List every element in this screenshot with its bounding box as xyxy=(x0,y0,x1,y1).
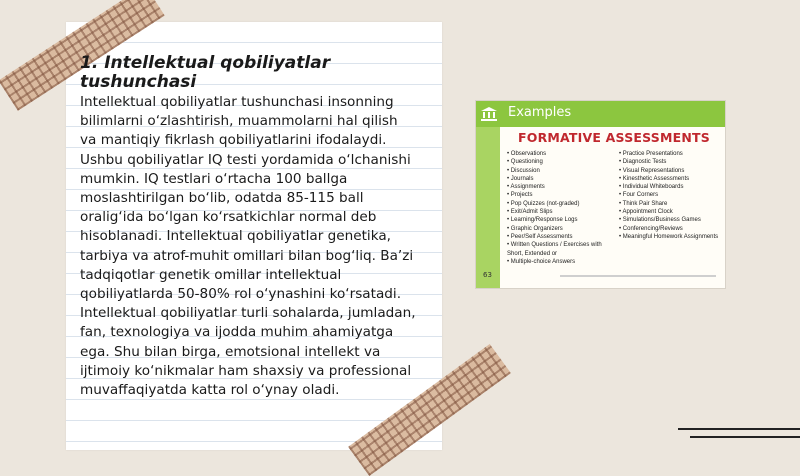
assessment-item: • Journals xyxy=(507,175,607,183)
assessment-item: • Practice Presentations xyxy=(619,150,721,158)
assessment-item: • Appointment Clock xyxy=(619,208,721,216)
slide-title: 1. Intellektual qobiliyatlar tushunchasi xyxy=(80,53,331,92)
assessment-item: • Conferencing/Reviews xyxy=(619,225,721,233)
assessment-list-left xyxy=(507,150,607,266)
assessment-item: • Individual Whiteboards xyxy=(619,183,721,191)
assessment-item: • Observations xyxy=(507,150,607,158)
card-header-label: Examples xyxy=(508,105,572,120)
building-icon xyxy=(481,107,497,121)
card-page-number: 63 xyxy=(483,271,492,279)
card-title: FORMATIVE ASSESSMENTS xyxy=(518,130,710,145)
assessment-list-right xyxy=(619,150,721,241)
assessment-item: • Learning/Response Logs xyxy=(507,216,607,224)
slide-body-text: Intellektual qobiliyatlar tushunchasi insonning bilimlarni o‘zlashtirish, muammolarni hal qilish va mantiqiy fikrlash qobiliyatlarini ifodalaydi. Ushbu qobiliyatlar IQ testi yordamida o‘lchanishi mumkin. IQ testlari o‘rtacha 100 ballga moslashtirilgan bo‘lib, odatda 85-115 ball oralig‘ida bo‘lgan ko‘rsatkichlar normal deb hisoblanadi. Intellektual qobiliyatlar genetika, tarbiya va atrof-muhit omillari bilan bog‘liq. Ba’zi tadqiqotlar genetik omillar intellektual qobiliyatlarda 50-80% rol o‘ynashini ko‘rsatadi. Intellektual qobiliyatlar turli sohalarda, jumladan, fan, texnologiya va ijodda muhim ahamiyatga ega. Shu bilan birga, emotsional intellekt va ijtimoiy ko‘nikmalar ham shaxsiy va professional muvaffaqiyatda katta rol o‘ynay oladi. xyxy=(80,94,416,399)
assessment-item: • Discussion xyxy=(507,167,607,175)
assessment-item: • Multiple-choice Answers xyxy=(507,258,607,266)
assessment-item: • Four Corners xyxy=(619,191,721,199)
assessment-item: • Graphic Organizers xyxy=(507,225,607,233)
assessment-item: • Exit/Admit Slips xyxy=(507,208,607,216)
card-side-band xyxy=(476,127,500,288)
assessment-item: • Projects xyxy=(507,191,607,199)
formative-assessments-image xyxy=(475,100,726,289)
assessment-item: • Questioning xyxy=(507,158,607,166)
assessment-item: • Pop Quizzes (not-graded) xyxy=(507,200,607,208)
assessment-item: • Simulations/Business Games xyxy=(619,216,721,224)
card-footer-line xyxy=(560,275,716,277)
assessment-item: • Written Questions / Exercises with Short, Extended or xyxy=(507,241,607,258)
decorative-line-2 xyxy=(690,436,800,438)
assessment-item: • Kinesthetic Assessments xyxy=(619,175,721,183)
assessment-item: • Meaningful Homework Assignments xyxy=(619,233,721,241)
assessment-item: • Visual Representations xyxy=(619,167,721,175)
decorative-line-1 xyxy=(678,428,800,430)
assessment-item: • Diagnostic Tests xyxy=(619,158,721,166)
assessment-item: • Peer/Self Assessments xyxy=(507,233,607,241)
assessment-item: • Think Pair Share xyxy=(619,200,721,208)
assessment-item: • Assignments xyxy=(507,183,607,191)
